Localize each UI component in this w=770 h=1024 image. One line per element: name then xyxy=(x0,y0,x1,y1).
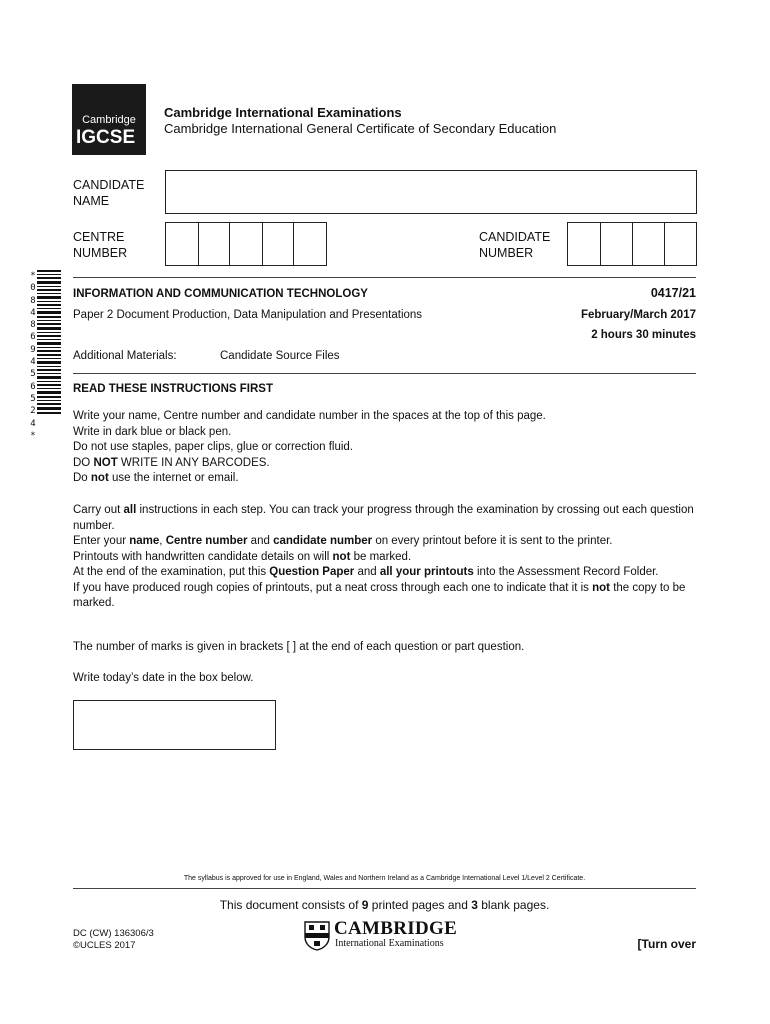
cambridge-brand: CAMBRIDGE xyxy=(334,918,458,939)
logo-igcse-text: IGCSE xyxy=(76,127,136,148)
cambridge-shield-icon xyxy=(304,921,330,951)
candidate-number-label: CANDIDATE NUMBER xyxy=(479,230,551,260)
page-count: This document consists of 9 printed pages and 3 blank pages. xyxy=(219,898,550,912)
turn-over: [Turn over xyxy=(637,937,696,951)
barcode-digits: * 0 8 4 8 6 9 4 5 6 5 2 4 * xyxy=(30,271,36,441)
materials-value: Candidate Source Files xyxy=(220,350,340,362)
candidate-name-label: CANDIDATE NAME xyxy=(73,178,145,208)
divider xyxy=(73,277,696,278)
igcse-logo xyxy=(72,84,146,155)
syllabus-note: The syllabus is approved for use in England, Wales and Northern Ireland as a Cambridge International Level 1/Level 2 Certificate. xyxy=(183,875,586,882)
centre-number-field[interactable] xyxy=(165,222,327,266)
cambridge-brand-sub: International Examinations xyxy=(335,938,444,949)
date-field[interactable] xyxy=(73,700,276,750)
centre-number-label: CENTRE NUMBER xyxy=(73,230,128,260)
certificate-title: Cambridge International General Certificate of Secondary Education xyxy=(164,121,557,136)
exam-duration: 2 hours 30 minutes xyxy=(591,329,696,341)
exam-session: February/March 2017 xyxy=(580,309,696,321)
marks-note: The number of marks is given in brackets [ ] at the end of each question or part question. xyxy=(73,641,525,653)
paper-code: 0417/21 xyxy=(650,286,696,300)
divider xyxy=(73,888,696,889)
date-instruction: Write today’s date in the box below. xyxy=(73,672,254,684)
materials-label: Additional Materials: xyxy=(73,350,177,362)
paper-title: Paper 2 Document Production, Data Manipulation and Presentations xyxy=(73,309,423,321)
document-reference: DC (CW) 136306/3 ©UCLES 2017 xyxy=(73,928,154,951)
instructions-body: Write your name, Centre number and candidate number in the spaces at the top of this page. Write in dark blue or black pen. Do not use staples, paper clips, glue or correction fluid. DO NOT WRITE IN ANY BARCODES. Do not use the internet or email. xyxy=(73,410,546,484)
divider xyxy=(73,373,696,374)
candidate-name-field[interactable] xyxy=(165,170,697,214)
subject-title: INFORMATION AND COMMUNICATION TECHNOLOGY xyxy=(73,288,368,300)
instructions-steps: Carry out all instructions in each step. You can track your progress through the examination by crossing out each question number. Enter your name, Centre number and candidate number on every printout before it is sent to the printer. Printouts with handwritten candidate details on will not be marked. At the end of the examination, put this Question Paper and all your printouts into the Assessment Record Folder. If you have produced rough copies of printouts, put a neat cross through each one to indicate that it is not the copy to be marked. xyxy=(73,504,694,609)
instructions-heading: READ THESE INSTRUCTIONS FIRST xyxy=(73,383,273,395)
logo-cambridge-text: Cambridge xyxy=(82,114,136,126)
candidate-number-field[interactable] xyxy=(567,222,697,266)
org-title: Cambridge International Examinations xyxy=(164,105,402,120)
